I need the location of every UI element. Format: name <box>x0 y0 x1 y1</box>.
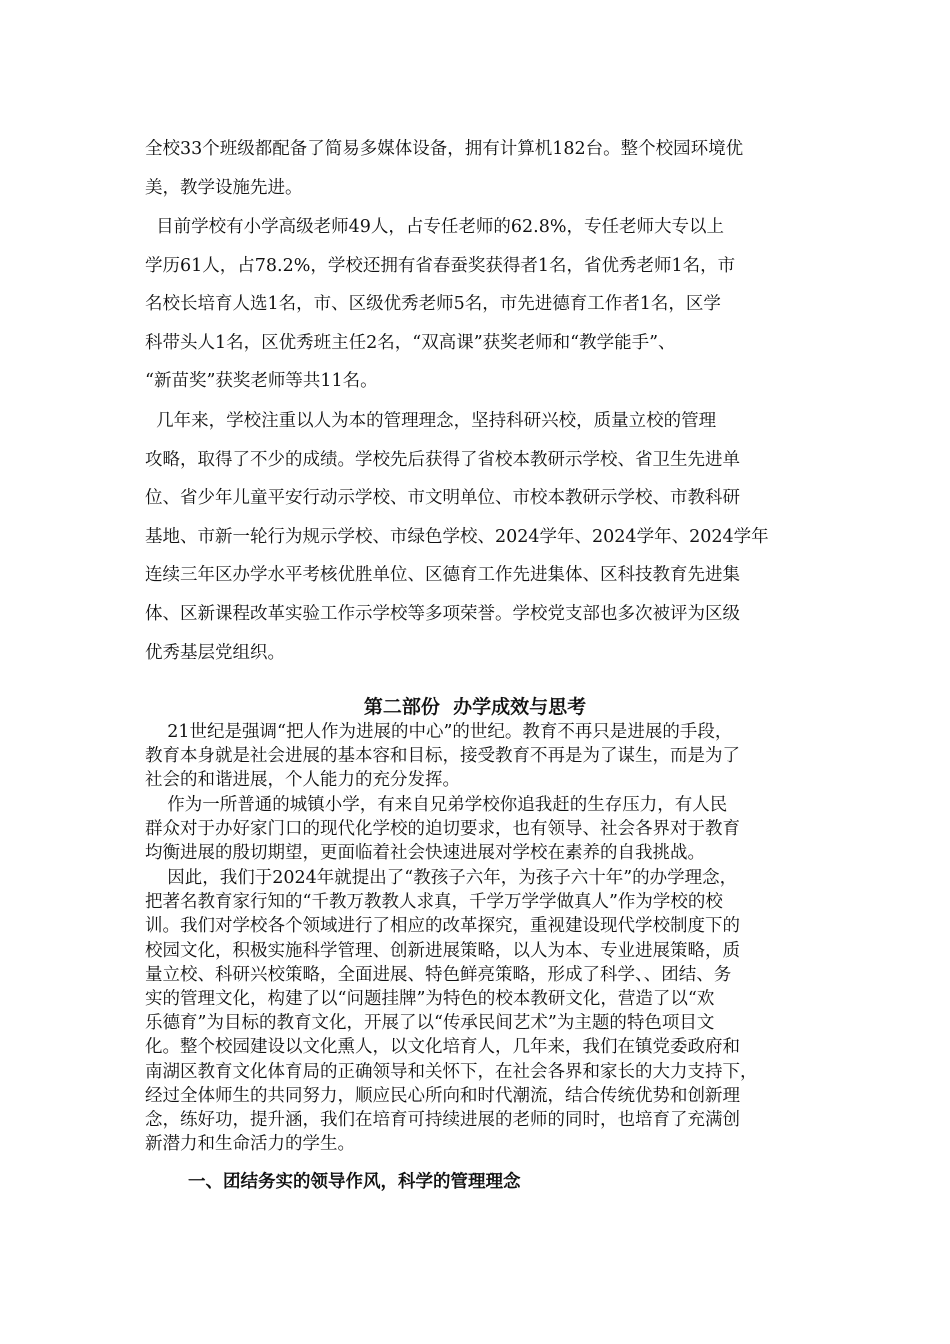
paragraph-century <box>145 720 805 793</box>
text-line: 训。我们对学校各个领域进行了相应的改革探究，重视建设现代学校制度下的 <box>145 916 740 937</box>
text-line: 教育本身就是社会进展的基本容和目标，接受教育不再是为了谋生，而是为了 <box>145 746 740 767</box>
text-line: 体、区新课程改革实验工作示学校等多项荣誉。学校党支部也多次被评为区级 <box>145 603 740 624</box>
text-line: 科带头人1名，区优秀班主任2名，“双高课”获奖老师和“教学能手”、 <box>145 332 676 353</box>
text-line: 美，教学设施先进。 <box>145 177 303 198</box>
text-line: 实的管理文化，构建了以“问题挂牌”为特色的校本教研文化，营造了以“欢 <box>145 988 715 1009</box>
text-line: 攻略，取得了不少的成绩。学校先后获得了省校本教研示学校、省卫生先进单 <box>145 449 740 470</box>
paragraph-school-context <box>145 793 805 866</box>
text-line: 群众对于办好家门口的现代化学校的迫切要求，也有领导、社会各界对于教育 <box>145 819 740 840</box>
text-line: 把著名教育家行知的“千教万教教人求真，千学万学学做真人”作为学校的校 <box>145 892 723 913</box>
text-line: 乐德育”为目标的教育文化，开展了以“传承民间艺术”为主题的特色项目文 <box>145 1013 715 1034</box>
text-line: 念，练好功，提升涵，我们在培育可持续进展的老师的同时，也培育了充满创 <box>145 1109 740 1130</box>
text-line: “新苗奖”获奖老师等共11名。 <box>145 371 378 392</box>
text-line: 基地、市新一轮行为规示学校、市绿色学校、2024学年、2024学年、2024学年 <box>145 526 769 547</box>
paragraph-facilities <box>145 130 805 207</box>
text-line: 作为一所普通的城镇小学，有来自兄弟学校你追我赶的生存压力，有人民 <box>145 795 728 815</box>
text-line: 位、省少年儿童平安行动示学校、市文明单位、市校本教研示学校、市教科研 <box>145 488 740 509</box>
text-line: 社会的和谐进展，个人能力的充分发挥。 <box>145 770 460 791</box>
text-line: 学历61人，占78.2%，学校还拥有省春蚕奖获得者1名，省优秀老师1名，市 <box>145 255 736 276</box>
section-heading: 第二部份 办学成效与思考 <box>363 696 587 718</box>
text-line: 因此，我们于2024年就提出了“教孩子六年，为孩子六十年”的办学理念， <box>145 868 738 888</box>
text-line: 连续三年区办学水平考核优胜单位、区德育工作先进集体、区科技教育先进集 <box>145 565 740 586</box>
text-line: 全校33个班级都配备了简易多媒体设备，拥有计算机182台。整个校园环境优 <box>145 139 744 159</box>
text-line: 优秀基层党组织。 <box>145 642 285 663</box>
paragraph-philosophy <box>145 866 805 1156</box>
text-line: 几年来，学校注重以人为本的管理理念，坚持科研兴校，质量立校的管理 <box>145 411 717 431</box>
paragraph-teachers <box>145 208 805 401</box>
text-line: 21世纪是强调“把人作为进展的中心”的世纪。教育不再只是进展的手段， <box>145 722 733 742</box>
subsection-heading: 一、团结务实的领导作风，科学的管理理念 <box>188 1172 521 1192</box>
text-line: 化。整个校园建设以文化熏人，以文化培育人，几年来，我们在镇党委政府和 <box>145 1037 740 1058</box>
text-line: 新潜力和生命活力的学生。 <box>145 1134 355 1155</box>
paragraph-honors <box>145 402 805 672</box>
text-line: 经过全体师生的共同努力，顺应民心所向和时代潮流，结合传统优势和创新理 <box>145 1085 740 1106</box>
text-line: 南湖区教育文化体育局的正确领导和关怀下，在社会各界和家长的大力支持下， <box>145 1061 758 1082</box>
text-line: 校园文化，积极实施科学管理、创新进展策略，以人为本、专业进展策略，质 <box>145 940 740 961</box>
text-line: 目前学校有小学高级老师49人，占专任老师的62.8%，专任老师大专以上 <box>145 217 724 237</box>
text-line: 量立校、科研兴校策略，全面进展、特色鲜亮策略，形成了科学、、团结、务 <box>145 964 732 985</box>
text-line: 名校长培育人选1名，市、区级优秀老师5名，市先进德育工作者1名，区学 <box>145 294 721 315</box>
text-line: 均衡进展的殷切期望，更面临着社会快速进展对学校在素养的自我挑战。 <box>145 843 705 864</box>
